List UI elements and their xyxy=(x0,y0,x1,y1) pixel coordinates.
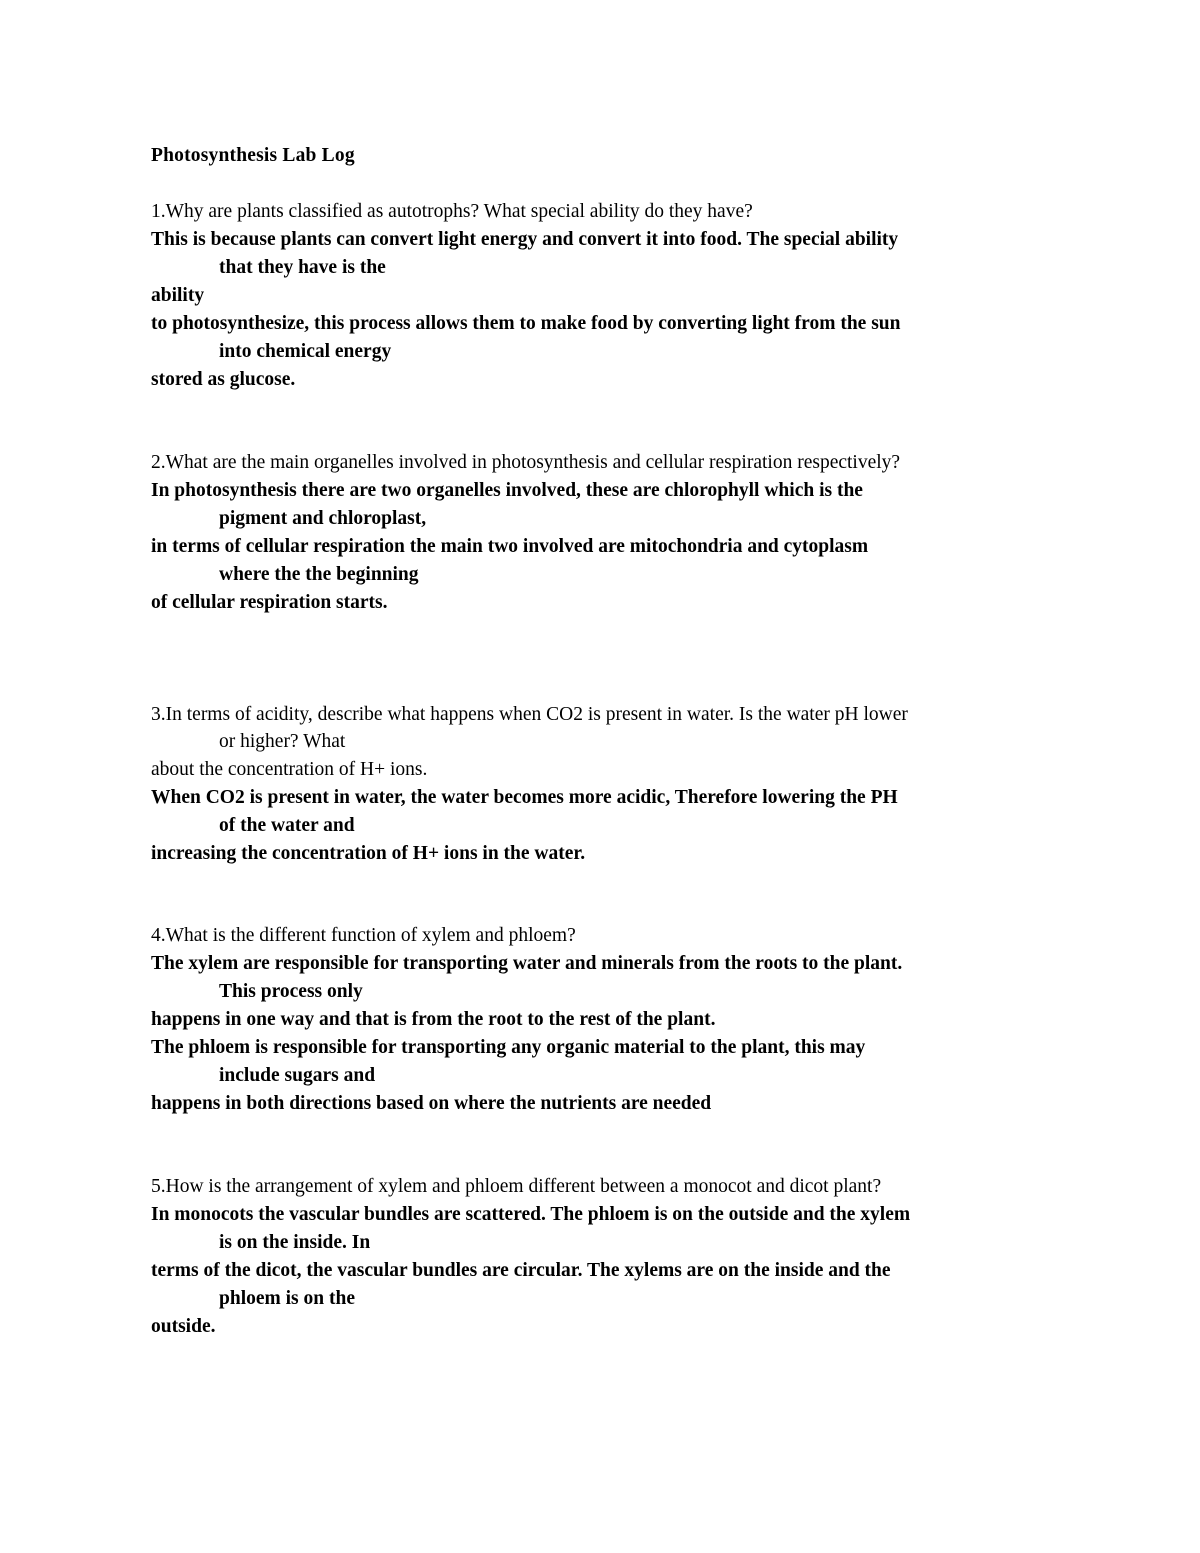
answer-5-line: phloem is on the xyxy=(219,1288,355,1309)
question-3-line: about the concentration of H+ ions. xyxy=(151,759,428,780)
answer-1-line: into chemical energy xyxy=(219,341,392,362)
answer-4-line: The phloem is responsible for transporting any organic material to the plant, this may xyxy=(151,1037,866,1058)
answer-4-line: happens in one way and that is from the root to the rest of the plant. xyxy=(151,1009,716,1030)
answer-4-line: happens in both directions based on where the nutrients are needed xyxy=(151,1093,712,1114)
question-3-line: or higher? What xyxy=(219,731,346,752)
answer-4-line: include sugars and xyxy=(219,1065,376,1086)
answer-3-line: increasing the concentration of H+ ions in the water. xyxy=(151,843,586,864)
answer-4-line: The xylem are responsible for transporting water and minerals from the roots to the plant. xyxy=(151,953,903,974)
answer-5-line: In monocots the vascular bundles are scattered. The phloem is on the outside and the xylem xyxy=(151,1204,911,1225)
answer-5-line: outside. xyxy=(151,1316,216,1337)
answer-4-line: This process only xyxy=(219,981,363,1002)
question-3-line: 3.In terms of acidity, describe what happens when CO2 is present in water. Is the water pH lower xyxy=(151,704,908,725)
answer-3-line: When CO2 is present in water, the water becomes more acidic, Therefore lowering the PH xyxy=(151,787,898,808)
question-1: 1.Why are plants classified as autotrophs? What special ability do they have? xyxy=(151,201,753,222)
answer-5-line: terms of the dicot, the vascular bundles are circular. The xylems are on the inside and the xyxy=(151,1260,891,1281)
answer-1-line: that they have is the xyxy=(219,257,386,278)
answer-1-line: stored as glucose. xyxy=(151,369,296,390)
answer-1-line: This is because plants can convert light energy and convert it into food. The special ability xyxy=(151,229,899,250)
answer-1-line: ability xyxy=(151,285,205,306)
answer-5-line: is on the inside. In xyxy=(219,1232,371,1253)
answer-3-line: of the water and xyxy=(219,815,355,836)
answer-2-line: where the the beginning xyxy=(219,564,419,585)
answer-1-line: to photosynthesize, this process allows them to make food by converting light from the sun xyxy=(151,313,901,334)
question-4: 4.What is the different function of xylem and phloem? xyxy=(151,925,576,946)
question-5: 5.How is the arrangement of xylem and phloem different between a monocot and dicot plant? xyxy=(151,1176,882,1197)
document-title: Photosynthesis Lab Log xyxy=(151,145,355,166)
question-2: 2.What are the main organelles involved in photosynthesis and cellular respiration respectively? xyxy=(151,452,901,473)
answer-2-line: of cellular respiration starts. xyxy=(151,592,388,613)
answer-2-line: in terms of cellular respiration the main two involved are mitochondria and cytoplasm xyxy=(151,536,869,557)
answer-2-line: In photosynthesis there are two organelles involved, these are chlorophyll which is the xyxy=(151,480,863,501)
answer-2-line: pigment and chloroplast, xyxy=(219,508,427,529)
